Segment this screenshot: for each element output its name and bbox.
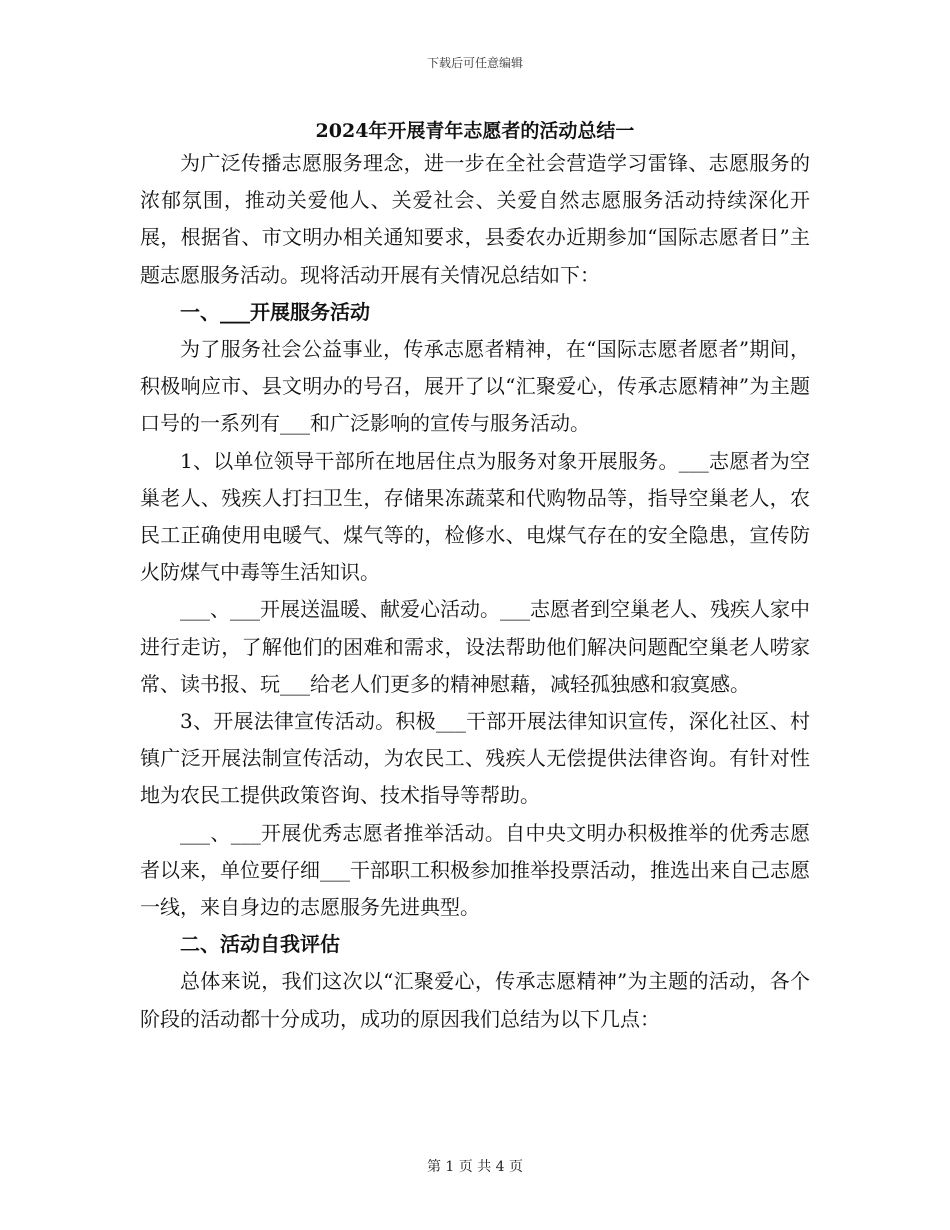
page-number-footer: 第 1 页 共 4 页 bbox=[426, 1159, 524, 1175]
item-2-paragraph: ___、___开展送温暖、献爱心活动。___志愿者到空巢老人、残疾人家中进行走访，了解他们的困难和需求，设法帮助他们解决问题配空巢老人唠家常、读书报、玩___给老人们更多的精神慰藉，减轻孤独感和寂寞感。 bbox=[140, 597, 810, 696]
header-note: 下载后可任意编辑 bbox=[426, 56, 523, 70]
item-4-paragraph: ___、___开展优秀志愿者推举活动。自中央文明办积极推举的优秀志愿者以来，单位要仔细___干部职工积极参加推举投票活动，推选出来自己志愿一线，来自身边的志愿服务先进典型。 bbox=[140, 820, 810, 920]
section-heading-1: 一、___开展服务活动 bbox=[180, 299, 370, 324]
item-1-paragraph: 1、以单位领导干部所在地居住点为服务对象开展服务。___志愿者为空巢老人、残疾人打扫卫生，存储果冻蔬菜和代购物品等，指导空巢老人，农民工正确使用电暖气、煤气等的，检修水、电煤气存在的安全隐患，宣传防火防煤气中毒等生活知识。 bbox=[140, 448, 810, 585]
item-3-paragraph: 3、开展法律宣传活动。积极___干部开展法律知识宣传，深化社区、村镇广泛开展法制宣传活动，为农民工、残疾人无偿提供法律咨询。有针对性地为农民工提供政策咨询、技术指导等帮助。 bbox=[140, 709, 810, 808]
section-1-intro-paragraph: 为了服务社会公益事业，传承志愿者精神，在“国际志愿者愿者”期间，积极响应市、县文明办的号召，展开了以“汇聚爱心，传承志愿精神”为主题口号的一系列有___和广泛影响的宣传与服务活动。 bbox=[140, 337, 810, 436]
section-heading-2: 二、活动自我评估 bbox=[180, 932, 340, 957]
document-body bbox=[140, 145, 810, 1038]
section-2-paragraph: 总体来说，我们这次以“汇聚爱心，传承志愿精神”为主题的活动，各个阶段的活动都十分成功，成功的原因我们总结为以下几点： bbox=[140, 969, 810, 1031]
document-title: 2024年开展青年志愿者的活动总结一 bbox=[315, 120, 635, 142]
intro-paragraph: 为广泛传播志愿服务理念，进一步在全社会营造学习雷锋、志愿服务的浓郁氛围，推动关爱他人、关爱社会、关爱自然志愿服务活动持续深化开展，根据省、市文明办相关通知要求，县委农办近期参加“国际志愿者日”主题志愿服务活动。现将活动开展有关情况总结如下： bbox=[140, 151, 810, 287]
